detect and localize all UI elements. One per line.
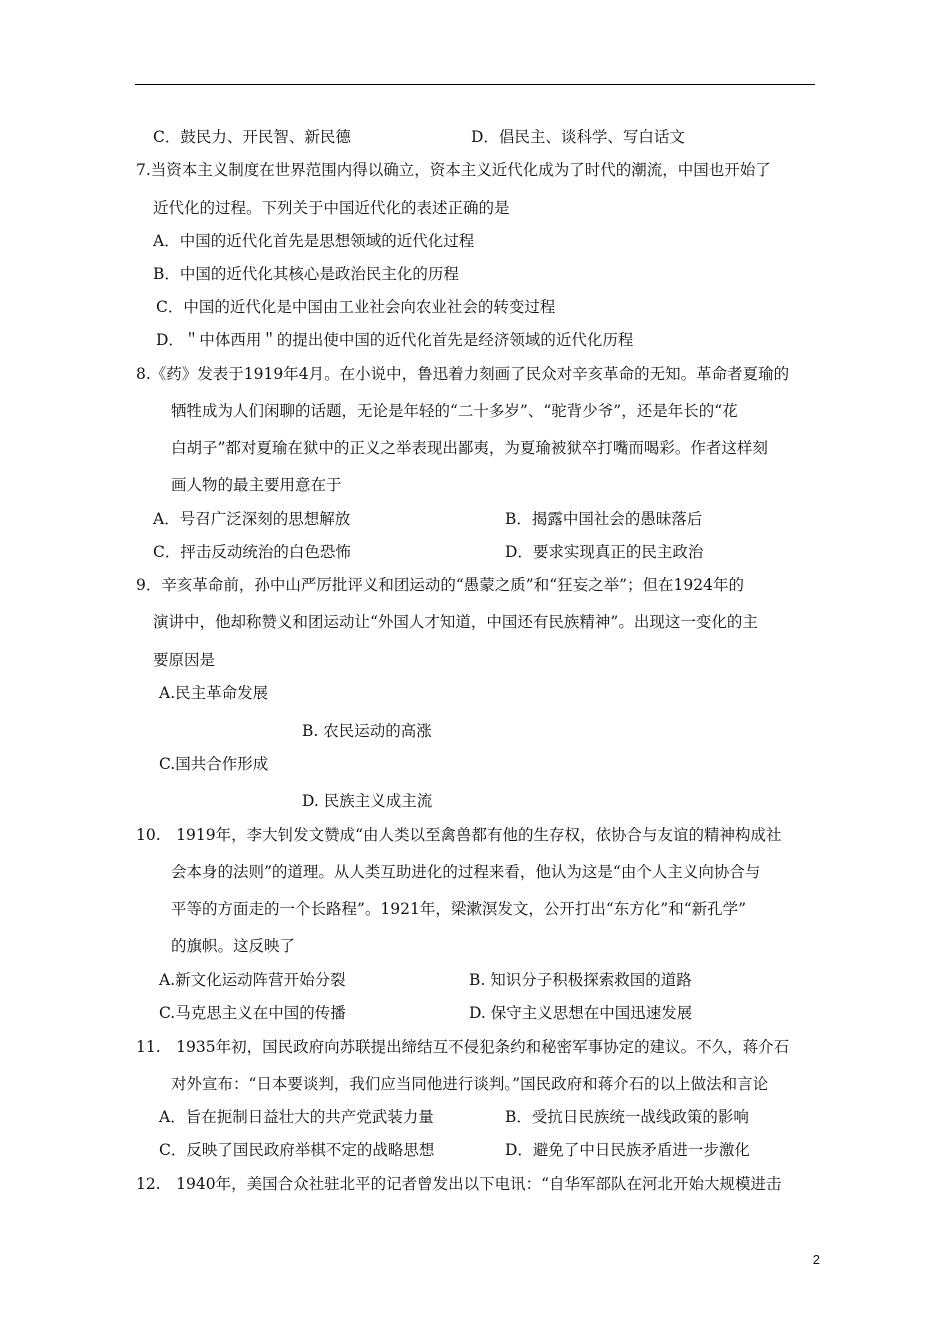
question-stem: 11. 1935年初，国民政府向苏联提出缔结互不侵犯条约和秘密军事协定的建议。不久，蒋介石: [136, 1038, 790, 1056]
question-stem: 要原因是: [153, 651, 216, 669]
question-stem: 近代化的过程。下列关于中国近代化的表述正确的是: [153, 199, 510, 217]
page-number: 2: [812, 1252, 820, 1267]
option-a: A.民主革命发展: [159, 684, 269, 702]
option-c: C．抨击反动统治的白色恐怖: [153, 543, 351, 561]
option-b: B．中国的近代化其核心是政治民主化的历程: [153, 265, 459, 283]
question-stem: 会本身的法则”的道理。从人类互助进化的过程来看，他认为这是“由个人主义向协合与: [171, 863, 761, 881]
question-stem: 演讲中，他却称赞义和团运动让“外国人才知道，中国还有民族精神”。出现这一变化的主: [153, 613, 758, 631]
question-stem: 牺牲成为人们闲聊的话题，无论是年轻的“二十多岁”、“驼背少爷”，还是年长的“花: [171, 402, 738, 420]
question-stem: 8.《药》发表于1919年4月。在小说中，鲁迅着力刻画了民众对辛亥革命的无知。革命者夏瑜的: [136, 365, 790, 383]
option-d: D．避免了中日民族矛盾进一步激化: [505, 1141, 750, 1159]
option-d: D．倡民主、谈科学、写白话文: [471, 128, 685, 146]
option-c: C．反映了国民政府举棋不定的战略思想: [159, 1141, 435, 1159]
option-a: A．中国的近代化首先是思想领域的近代化过程: [153, 232, 475, 250]
option-d: D. 民族主义成主流: [302, 792, 433, 810]
option-d: D．要求实现真正的民主政治: [505, 543, 704, 561]
question-stem: 平等的方面走的一个长路程”。1921年，梁漱溟发文，公开打出“东方化”和“新孔学”: [171, 900, 747, 918]
question-stem: 的旗帜。这反映了: [171, 937, 296, 955]
header-rule: [135, 84, 815, 85]
option-a: A．号召广泛深刻的思想解放: [153, 510, 351, 528]
option-a: A.新文化运动阵营开始分裂: [159, 971, 346, 989]
question-stem: 12. 1940年，美国合众社驻北平的记者曾发出以下电讯：“自华军部队在河北开始大规模进击: [136, 1175, 782, 1193]
option-c: C．鼓民力、开民智、新民德: [153, 128, 351, 146]
option-c: C.马克思主义在中国的传播: [159, 1004, 346, 1022]
option-d: D．＂中体西用＂的提出使中国的近代化首先是经济领域的近代化历程: [156, 331, 634, 349]
question-stem: 白胡子”都对夏瑜在狱中的正义之举表现出鄙夷，为夏瑜被狱卒打嘴而喝彩。作者这样刻: [171, 439, 768, 457]
option-d: D. 保守主义思想在中国迅速发展: [469, 1004, 693, 1022]
question-stem: 10. 1919年，李大钊发文赞成“由人类以至禽兽都有他的生存权，依协合与友谊的精神构成社: [136, 826, 782, 844]
question-stem: 画人物的最主要用意在于: [171, 476, 342, 494]
option-b: B．揭露中国社会的愚昧落后: [505, 510, 703, 528]
option-a: A．旨在扼制日益壮大的共产党武装力量: [159, 1108, 434, 1126]
option-b: B．受抗日民族统一战线政策的影响: [505, 1108, 749, 1126]
option-c: C．中国的近代化是中国由工业社会向农业社会的转变过程: [156, 298, 556, 316]
option-b: B. 知识分子积极探索救国的道路: [469, 971, 692, 989]
question-stem: 7.当资本主义制度在世界范围内得以确立，资本主义近代化成为了时代的潮流，中国也开始了: [136, 161, 771, 179]
option-c: C.国共合作形成: [159, 755, 269, 773]
question-stem: 对外宣布：“日本要谈判，我们应当同他进行谈判。”国民政府和蒋介石的以上做法和言论: [171, 1075, 769, 1093]
option-b: B. 农民运动的高涨: [302, 722, 432, 740]
question-stem: 9．辛亥革命前，孙中山严厉批评义和团运动的“愚蒙之质”和“狂妄之举”；但在1924年的: [136, 576, 745, 594]
